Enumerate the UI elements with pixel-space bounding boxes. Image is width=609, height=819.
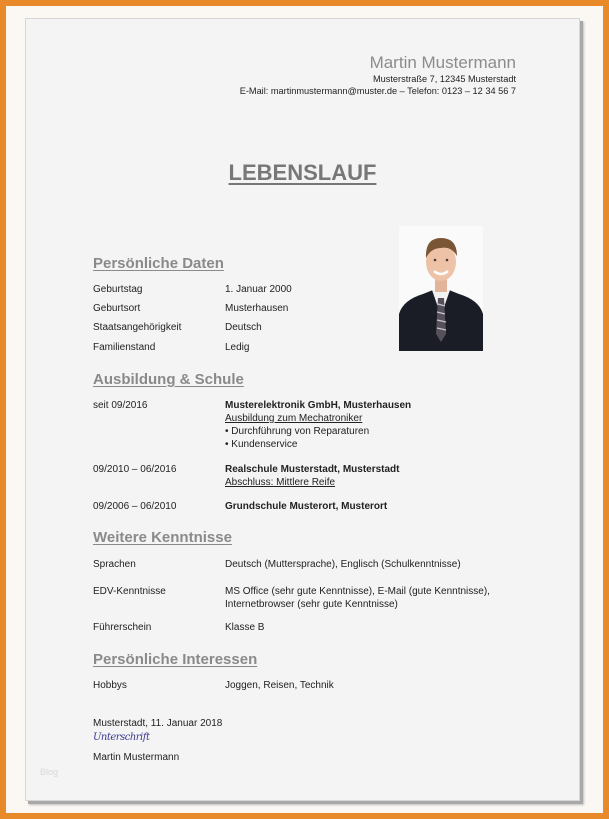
value-license: Klasse B (225, 622, 265, 633)
value-birthday: 1. Januar 2000 (225, 284, 292, 295)
profile-photo (399, 226, 483, 351)
section-heading-interests: Persönliche Interessen (93, 651, 258, 668)
page-title: LEBENSLAUF (228, 160, 377, 185)
label-birthday: Geburtstag (93, 284, 143, 295)
value-it-skills-line1: MS Office (sehr gute Kenntnisse), E-Mail (gute Kenntnisse), (225, 586, 490, 597)
edu-entry-3 (225, 500, 387, 513)
value-nationality: Deutsch (225, 322, 262, 333)
watermark: Blog (40, 767, 59, 777)
edu-entry-1 (225, 399, 411, 451)
label-license: Führerschein (93, 622, 152, 633)
value-languages: Deutsch (Muttersprache), Englisch (Schulkenntnisse) (225, 559, 461, 570)
label-it-skills: EDV-Kenntnisse (93, 586, 166, 597)
edu-institution-3: Grundschule Musterort, Musterort (225, 501, 388, 512)
value-it-skills-line2: Internetbrowser (sehr gute Kenntnisse) (225, 599, 398, 610)
signature: Unterschrift (93, 732, 150, 743)
closing-name: Martin Mustermann (93, 752, 180, 763)
edu-institution-2: Realschule Musterstadt, Musterstadt (225, 464, 400, 475)
header-contact: E-Mail: martinmustermann@muster.de – Telefon: 0123 – 12 34 56 7 (239, 86, 516, 96)
value-birthplace: Musterhausen (225, 303, 289, 314)
cv-page (25, 18, 580, 801)
label-marital-status: Familienstand (93, 342, 156, 353)
label-languages: Sprachen (93, 559, 136, 570)
label-nationality: Staatsangehörigkeit (93, 322, 182, 333)
edu-subtitle-2: Abschluss: Mittlere Reife (225, 477, 336, 488)
section-heading-skills: Weitere Kenntnisse (93, 529, 232, 546)
edu-period-2: 09/2010 – 06/2016 (93, 464, 177, 475)
edu-period-3: 09/2006 – 06/2010 (93, 501, 177, 512)
edu-subtitle-1: Ausbildung zum Mechatroniker (225, 413, 363, 424)
value-hobbies: Joggen, Reisen, Technik (225, 680, 334, 691)
label-birthplace: Geburtsort (93, 303, 141, 314)
edu-institution-1: Musterelektronik GmbH, Musterhausen (225, 400, 412, 411)
value-it-skills (225, 585, 490, 611)
portrait-icon (399, 226, 483, 351)
place-date: Musterstadt, 11. Januar 2018 (93, 718, 223, 729)
header-address: Musterstraße 7, 12345 Musterstadt (373, 74, 516, 84)
header-name: Martin Mustermann (369, 53, 516, 72)
section-heading-personal: Persönliche Daten (93, 255, 224, 272)
edu-bullet-2: • Kundenservice (225, 439, 298, 450)
edu-period-1: seit 09/2016 (93, 400, 148, 411)
section-heading-education: Ausbildung & Schule (93, 371, 244, 388)
edu-entry-2 (225, 463, 400, 489)
label-hobbies: Hobbys (93, 680, 127, 691)
edu-bullet-1: • Durchführung von Reparaturen (225, 426, 370, 437)
value-marital-status: Ledig (225, 342, 250, 353)
